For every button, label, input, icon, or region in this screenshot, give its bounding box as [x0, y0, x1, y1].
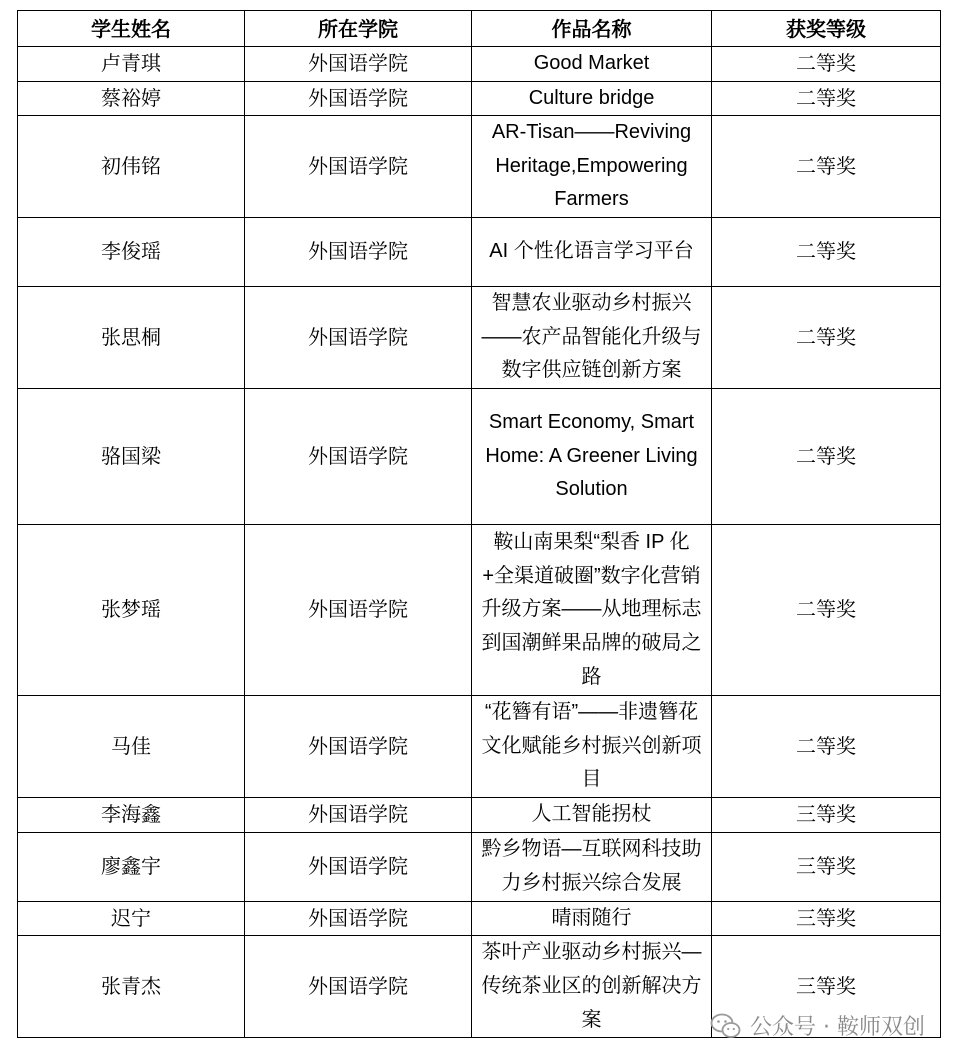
cell-student-name: 廖鑫宇: [18, 832, 245, 901]
table-row: [18, 81, 941, 116]
cell-work-title: AI 个性化语言学习平台: [472, 218, 712, 287]
cell-award-level: 三等奖: [712, 832, 941, 901]
table-row: [18, 389, 941, 525]
cell-work-title: AR-Tisan——Reviving Heritage,Empowering Farmers: [472, 116, 712, 218]
cell-school: 外国语学院: [245, 116, 472, 218]
cell-student-name: 李俊瑶: [18, 218, 245, 287]
cell-school: 外国语学院: [245, 389, 472, 525]
table-row: [18, 696, 941, 798]
cell-work-title: 晴雨随行: [472, 901, 712, 936]
cell-student-name: 张思桐: [18, 287, 245, 389]
cell-work-title: Culture bridge: [472, 81, 712, 116]
cell-school: 外国语学院: [245, 696, 472, 798]
cell-award-level: 三等奖: [712, 798, 941, 833]
table-row: [18, 901, 941, 936]
cell-school: 外国语学院: [245, 525, 472, 696]
cell-award-level: 二等奖: [712, 696, 941, 798]
cell-student-name: 初伟铭: [18, 116, 245, 218]
cell-award-level: 二等奖: [712, 525, 941, 696]
table-row: [18, 798, 941, 833]
cell-student-name: 卢青琪: [18, 47, 245, 82]
cell-work-title: 人工智能拐杖: [472, 798, 712, 833]
cell-student-name: 迟宁: [18, 901, 245, 936]
table-header-row: [18, 11, 941, 47]
cell-award-level: 三等奖: [712, 936, 941, 1038]
watermark: [710, 1010, 925, 1041]
cell-award-level: 三等奖: [712, 901, 941, 936]
cell-school: 外国语学院: [245, 47, 472, 82]
cell-award-level: 二等奖: [712, 287, 941, 389]
cell-student-name: 骆国梁: [18, 389, 245, 525]
cell-award-level: 二等奖: [712, 218, 941, 287]
table-row: [18, 47, 941, 82]
table-row: [18, 116, 941, 218]
cell-work-title: “花簪有语”——非遗簪花文化赋能乡村振兴创新项目: [472, 696, 712, 798]
cell-school: 外国语学院: [245, 287, 472, 389]
cell-award-level: 二等奖: [712, 47, 941, 82]
table-body: [18, 47, 941, 1038]
cell-school: 外国语学院: [245, 901, 472, 936]
cell-work-title: 鞍山南果梨“梨香 IP 化+全渠道破圈”数字化营销升级方案——从地理标志到国潮鲜果品牌的破局之路: [472, 525, 712, 696]
awards-table: [17, 10, 941, 1038]
cell-school: 外国语学院: [245, 832, 472, 901]
cell-school: 外国语学院: [245, 218, 472, 287]
watermark-text: 公众号 · 鞍师双创: [750, 1015, 925, 1040]
cell-work-title: 茶叶产业驱动乡村振兴—传统茶业区的创新解决方案: [472, 936, 712, 1038]
cell-student-name: 张梦瑶: [18, 525, 245, 696]
header-award-level: 获奖等级: [712, 11, 941, 47]
header-work-title: 作品名称: [472, 11, 712, 47]
table-row: [18, 525, 941, 696]
cell-school: 外国语学院: [245, 798, 472, 833]
cell-work-title: Smart Economy, Smart Home: A Greener Living Solution: [472, 389, 712, 525]
table-row: [18, 287, 941, 389]
header-student-name: 学生姓名: [18, 11, 245, 47]
cell-award-level: 二等奖: [712, 389, 941, 525]
cell-award-level: 二等奖: [712, 116, 941, 218]
cell-award-level: 二等奖: [712, 81, 941, 116]
table-row: [18, 218, 941, 287]
cell-student-name: 蔡裕婷: [18, 81, 245, 116]
table-row: [18, 832, 941, 901]
cell-school: 外国语学院: [245, 81, 472, 116]
cell-student-name: 张青杰: [18, 936, 245, 1038]
cell-work-title: 智慧农业驱动乡村振兴——农产品智能化升级与数字供应链创新方案: [472, 287, 712, 389]
cell-work-title: Good Market: [472, 47, 712, 82]
cell-work-title: 黔乡物语—互联网科技助力乡村振兴综合发展: [472, 832, 712, 901]
wechat-icon: [710, 1012, 742, 1040]
cell-student-name: 李海鑫: [18, 798, 245, 833]
header-school: 所在学院: [245, 11, 472, 47]
cell-school: 外国语学院: [245, 936, 472, 1038]
cell-student-name: 马佳: [18, 696, 245, 798]
